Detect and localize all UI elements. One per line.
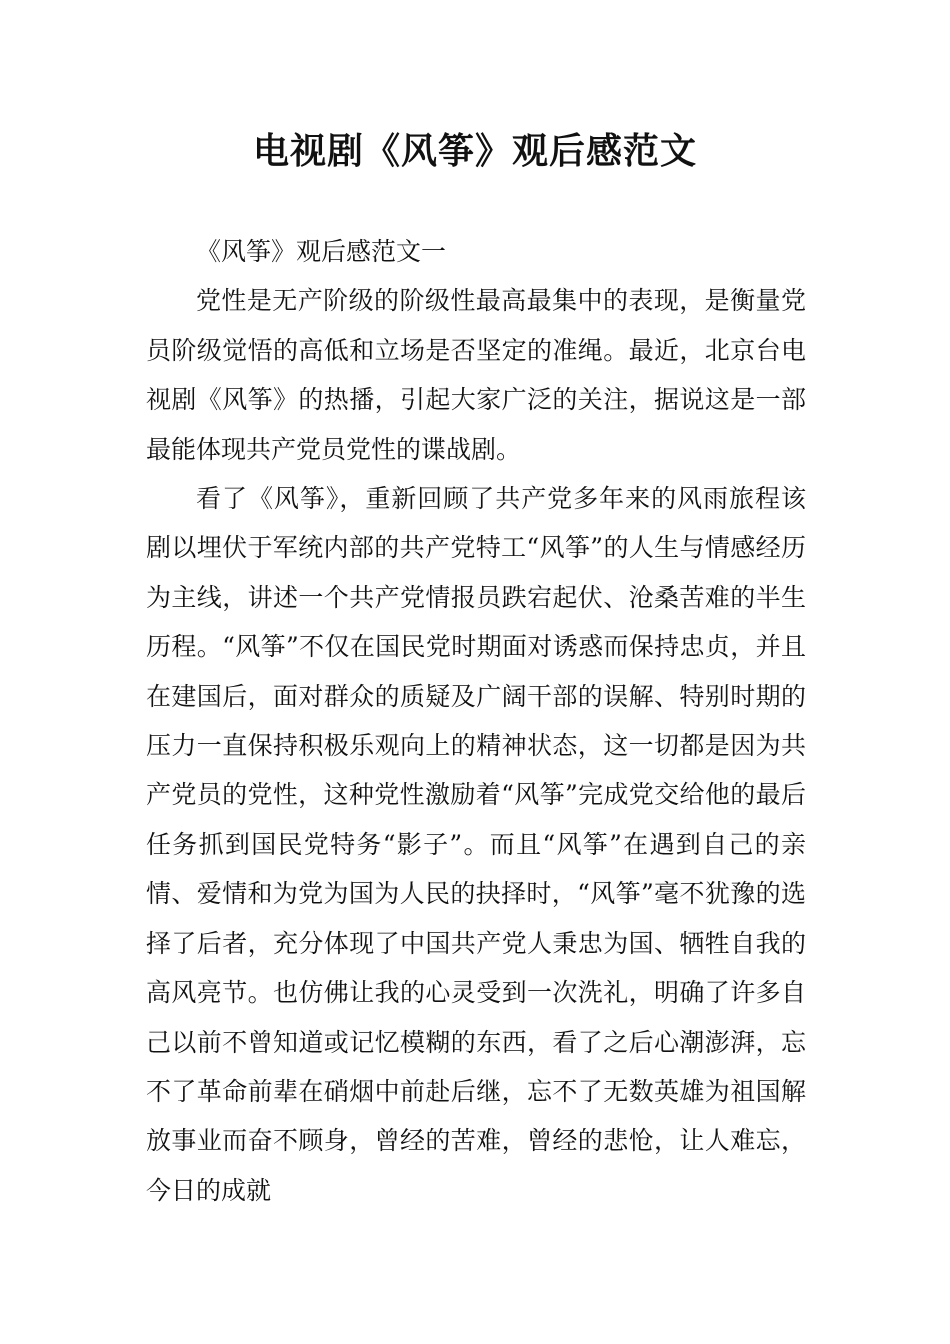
paragraph-1: 党性是无产阶级的阶级性最高最集中的表现，是衡量党员阶级觉悟的高低和立场是否坚定的准绳。最近，北京台电视剧《风筝》的热播，引起大家广泛的关注，据说这是一部最能体现共产党员党性的谍战剧。 xyxy=(146,286,806,464)
document-body xyxy=(146,227,806,1215)
paragraph-2: 看了《风筝》，重新回顾了共产党多年来的风雨旅程该剧以埋伏于军统内部的共产党特工“风筝”的人生与情感经历为主线，讲述一个共产党情报员跌宕起伏、沧桑苦难的半生历程。“风筝”不仅在国民党时期面对诱惑而保持忠贞，并且在建国后，面对群众的质疑及广阔干部的误解、特别时期的压力一直保持积极乐观向上的精神状态，这一切都是因为共产党员的党性，这种党性激励着“风筝”完成党交给他的最后任务抓到国民党特务“影子”。而且“风筝”在遇到自己的亲情、爱情和为党为国为人民的抉择时，“风筝”毫不犹豫的选择了后者，充分体现了中国共产党人秉忠为国、牺牲自我的高风亮节。也仿佛让我的心灵受到一次洗礼，明确了许多自己以前不曾知道或记忆模糊的东西，看了之后心潮澎湃，忘不了革命前辈在硝烟中前赴后继，忘不了无数英雄为祖国解放事业而奋不顾身，曾经的苦难，曾经的悲怆，让人难忘，今日的成就 xyxy=(146,484,806,1205)
section-heading: 《风筝》观后感范文一 xyxy=(196,237,447,266)
page-title: 电视剧《风筝》观后感范文 xyxy=(252,131,697,172)
